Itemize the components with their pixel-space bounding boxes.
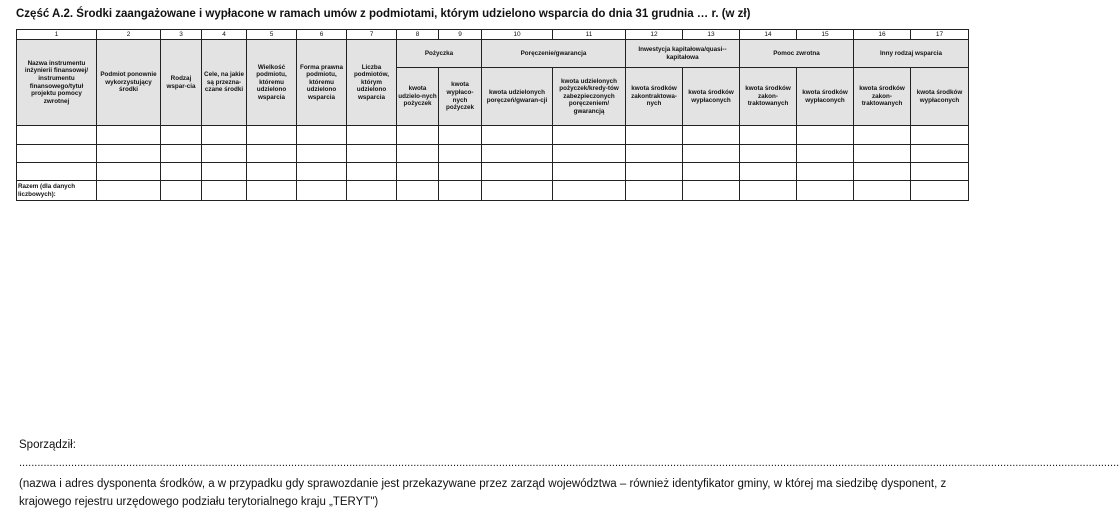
table-cell[interactable] <box>482 145 553 163</box>
col-number: 17 <box>911 30 969 40</box>
table-cell[interactable] <box>683 145 740 163</box>
table-cell[interactable] <box>347 126 397 145</box>
table-cell[interactable] <box>740 126 797 145</box>
header-other-contracted: kwota środków zakon-traktowanych <box>854 68 911 126</box>
table-cell[interactable] <box>202 126 247 145</box>
table-cell[interactable] <box>161 126 202 145</box>
col-number: 1 <box>17 30 97 40</box>
table-cell[interactable] <box>161 181 202 201</box>
table-cell[interactable] <box>161 145 202 163</box>
header-repayable-contracted: kwota środków zakon-traktowanych <box>740 68 797 126</box>
header-group-other-support: Inny rodzaj wsparcia <box>854 40 969 68</box>
table-cell[interactable] <box>797 181 854 201</box>
table-row <box>17 145 969 163</box>
table-cell[interactable] <box>397 126 439 145</box>
table-cell[interactable] <box>247 126 297 145</box>
table-cell[interactable] <box>797 126 854 145</box>
col-number: 5 <box>247 30 297 40</box>
table-cell[interactable] <box>97 126 161 145</box>
header-legal-form: Forma prawna podmiotu, któremu udzielono wsparcia <box>297 40 347 126</box>
header-group-guarantee: Poręczenie/gwarancja <box>482 40 626 68</box>
table-cell[interactable] <box>482 126 553 145</box>
section-title: Część A.2. Środki zaangażowane i wypłacone w ramach umów z podmiotami, którym udzielono wsparcia do dnia 31 grudnia … r. (w zł) <box>16 8 751 20</box>
header-capital-paid: kwota środków wypłaconych <box>683 68 740 126</box>
table-cell[interactable] <box>626 145 683 163</box>
col-number: 4 <box>202 30 247 40</box>
table-cell[interactable] <box>553 163 626 181</box>
header-support-type: Rodzaj wspar-cia <box>161 40 202 126</box>
header-group-capital-investment: Inwestycja kapitałowa/quasi--kapitałowa <box>626 40 740 68</box>
header-other-paid: kwota środków wypłaconych <box>911 68 969 126</box>
table-cell[interactable] <box>683 126 740 145</box>
table-cell[interactable] <box>347 181 397 201</box>
table-cell[interactable] <box>297 145 347 163</box>
header-row-group <box>17 40 969 68</box>
table-cell[interactable] <box>397 163 439 181</box>
header-group-loan: Pożyczka <box>397 40 482 68</box>
table-row <box>17 126 969 145</box>
signature-line[interactable]: ........................................................................................................................................................................................................................................................................................................................................................................ <box>19 457 1119 469</box>
table-cell[interactable] <box>17 145 97 163</box>
col-number: 6 <box>297 30 347 40</box>
col-number: 10 <box>482 30 553 40</box>
table-cell[interactable] <box>297 181 347 201</box>
table-cell[interactable] <box>854 145 911 163</box>
col-number: 7 <box>347 30 397 40</box>
header-secured-loans: kwota udzielonych pożyczek/kredy-tów zabezpieczonych poręczeniem/ gwarancją <box>553 68 626 126</box>
table-cell[interactable] <box>202 163 247 181</box>
table-cell[interactable] <box>97 181 161 201</box>
table-cell[interactable] <box>553 181 626 201</box>
table-cell[interactable] <box>247 145 297 163</box>
table-cell[interactable] <box>797 163 854 181</box>
signature-note: (nazwa i adres dysponenta środków, a w przypadku gdy sprawozdanie jest przekazywane przez zarząd województwa – również identyfikator gminy, w której ma siedzibę dysponent, z krajowego rejestru urzędowego podziału terytorialnego kraju „TERYT") <box>19 478 947 508</box>
table-cell[interactable] <box>683 181 740 201</box>
header-guarantees-granted: kwota udzielonych poręczeń/gwaran-cji <box>482 68 553 126</box>
table-cell[interactable] <box>247 181 297 201</box>
total-row <box>17 181 969 201</box>
table-cell[interactable] <box>397 145 439 163</box>
table-cell[interactable] <box>626 163 683 181</box>
table-cell[interactable] <box>161 163 202 181</box>
header-group-repayable-aid: Pomoc zwrotna <box>740 40 854 68</box>
col-number: 3 <box>161 30 202 40</box>
table-cell[interactable] <box>911 145 969 163</box>
col-number: 13 <box>683 30 740 40</box>
report-table <box>16 29 969 201</box>
table-cell[interactable] <box>297 126 347 145</box>
table-cell[interactable] <box>553 126 626 145</box>
header-entity-size: Wielkość podmiotu, któremu udzielono wsparcia <box>247 40 297 126</box>
table-cell[interactable] <box>439 163 482 181</box>
table-cell[interactable] <box>247 163 297 181</box>
table-cell[interactable] <box>911 126 969 145</box>
table-cell[interactable] <box>397 181 439 201</box>
total-row-label: Razem (dla danych liczbowych): <box>17 181 97 201</box>
table-cell[interactable] <box>626 181 683 201</box>
table-cell[interactable] <box>17 126 97 145</box>
table-cell[interactable] <box>854 126 911 145</box>
table-cell[interactable] <box>553 145 626 163</box>
table-cell[interactable] <box>347 145 397 163</box>
table-cell[interactable] <box>439 126 482 145</box>
table-cell[interactable] <box>740 181 797 201</box>
col-number: 15 <box>797 30 854 40</box>
col-number: 14 <box>740 30 797 40</box>
table-cell[interactable] <box>854 163 911 181</box>
header-purposes: Cele, na jakie są przezna-czane środki <box>202 40 247 126</box>
col-number: 8 <box>397 30 439 40</box>
table-cell[interactable] <box>97 145 161 163</box>
header-loans-paid: kwota wypłaco-nych pożyczek <box>439 68 482 126</box>
header-capital-contracted: kwota środków zakontraktowa-nych <box>626 68 683 126</box>
header-entity-count: Liczba podmiotów, którym udzielono wsparcia <box>347 40 397 126</box>
table-cell[interactable] <box>854 181 911 201</box>
col-number: 11 <box>553 30 626 40</box>
col-number: 9 <box>439 30 482 40</box>
header-repayable-paid: kwota środków wypłaconych <box>797 68 854 126</box>
table-cell[interactable] <box>740 163 797 181</box>
table-cell[interactable] <box>911 163 969 181</box>
table-cell[interactable] <box>202 145 247 163</box>
table-cell[interactable] <box>297 163 347 181</box>
table-cell[interactable] <box>626 126 683 145</box>
table-cell[interactable] <box>797 145 854 163</box>
table-cell[interactable] <box>439 145 482 163</box>
col-number: 2 <box>97 30 161 40</box>
table-cell[interactable] <box>683 163 740 181</box>
prepared-by-label: Sporządził: <box>19 439 76 451</box>
table-cell[interactable] <box>202 181 247 201</box>
table-cell[interactable] <box>740 145 797 163</box>
col-number: 16 <box>854 30 911 40</box>
table-cell[interactable] <box>482 163 553 181</box>
table-cell[interactable] <box>911 181 969 201</box>
header-reusing-entity: Podmiot ponownie wykorzystujący środki <box>97 40 161 126</box>
table-row <box>17 163 969 181</box>
table-cell[interactable] <box>97 163 161 181</box>
col-number: 12 <box>626 30 683 40</box>
header-instrument-name: Nazwa instrumentu inżynierii finansowej/ instrumentu finansowego/tytuł projektu pomocy zwrotnej <box>17 40 97 126</box>
table-cell[interactable] <box>17 163 97 181</box>
header-loans-granted: kwota udzielo-nych pożyczek <box>397 68 439 126</box>
table-cell[interactable] <box>347 163 397 181</box>
column-number-row <box>17 30 969 40</box>
table-cell[interactable] <box>439 181 482 201</box>
table-cell[interactable] <box>482 181 553 201</box>
